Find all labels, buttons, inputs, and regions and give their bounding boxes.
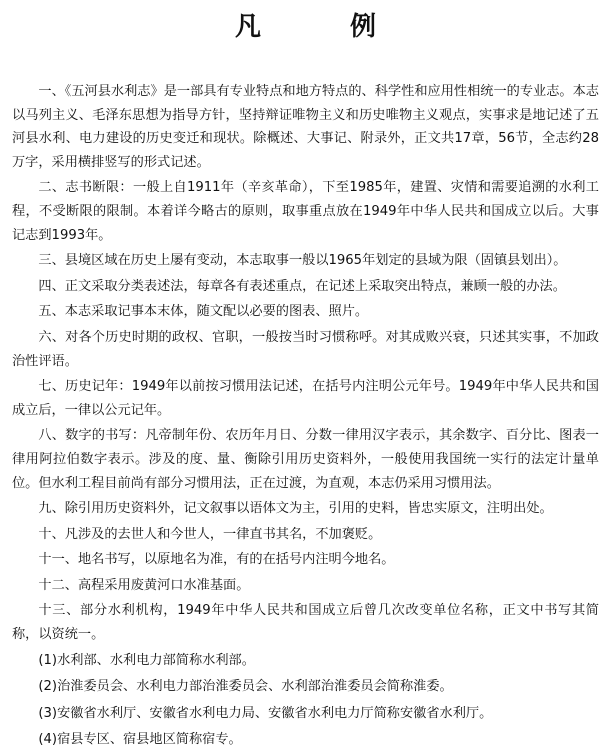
- para-1: 一、《五河县水利志》是一部具有专业特点和地方特点的、科学性和应用性相统一的专业志。本志以马列主义、毛泽东思想为指导方针，坚持辩证唯物主义和历史唯物主义观点，实事求是地记述了五河县水利、电力建设的历史变迁和现状。除概述、大事记、附录外，正文共17章，56节，全志约28万字，采用横排竖写的形式记述。: [12, 84, 599, 170]
- list-item: (2)治淮委员会、水利电力部治淮委员会、水利部治淮委员会简称淮委。: [38, 679, 453, 695]
- para-9: 九、除引用历史资料外，记文叙事以语体文为主，引用的史料，皆忠实原文，注明出处。: [38, 501, 553, 517]
- list-item: (1)水利部、水利电力部简称水利部。: [38, 652, 255, 668]
- page-title: 凡 例: [234, 12, 417, 42]
- para-12: 十二、高程采用废黄河口水准基面。: [38, 577, 250, 593]
- para-4: 四、正文采取分类表述法，每章各有表述重点，在记述上采取突出特点，兼顾一般的办法。: [38, 278, 566, 294]
- para-2: 二、志书断限：一般上自1911年（辛亥革命），下至1985年，建置、灾情和需要追溯的水利工程，不受断限的限制。本着详今略古的原则，取事重点放在1949年中华人民共和国成立以后。大事记志到1993年。: [12, 180, 599, 243]
- para-13: 十三、部分水利机构，1949年中华人民共和国成立后曾几次改变单位名称，正文中书写其简称，以资统一。: [12, 603, 599, 643]
- list-item: (3)安徽省水利厅、安徽省水利电力局、安徽省水利电力厅简称安徽省水利厅。: [38, 705, 493, 721]
- list-item: (4)宿县专区、宿县地区简称宿专。: [38, 732, 242, 748]
- para-5: 五、本志采取记事本末体，随文配以必要的图表、照片。: [38, 304, 369, 320]
- para-11: 十一、地名书写，以原地名为准，有的在括号内注明今地名。: [38, 552, 395, 568]
- para-10: 十、凡涉及的去世人和今世人，一律直书其名，不加褒贬。: [38, 526, 382, 542]
- para-3: 三、县境区域在历史上屡有变动，本志取事一般以1965年划定的县域为限（固镇县划出）。: [38, 253, 567, 269]
- document-body: [12, 80, 599, 752]
- para-6: 六、对各个历史时期的政权、官职，一般按当时习惯称呼。对其成败兴衰，只述其实事，不加政治性评语。: [12, 329, 599, 369]
- para-8: 八、数字的书写：凡帝制年份、农历年月日、分数一律用汉字表示，其余数字、百分比、图表一律用阿拉伯数字表示。涉及的度、量、衡除引用历史资料外，一般使用我国统一实行的法定计量单位。但水利工程目前尚有部分习惯用法，正在过渡，为直观，本志仍采用习惯用法。: [12, 428, 599, 491]
- para-7: 七、历史记年：1949年以前按习惯用法记述，在括号内注明公元年号。1949年中华人民共和国成立后，一律以公元记年。: [12, 379, 599, 418]
- abbreviation-list: [12, 649, 599, 752]
